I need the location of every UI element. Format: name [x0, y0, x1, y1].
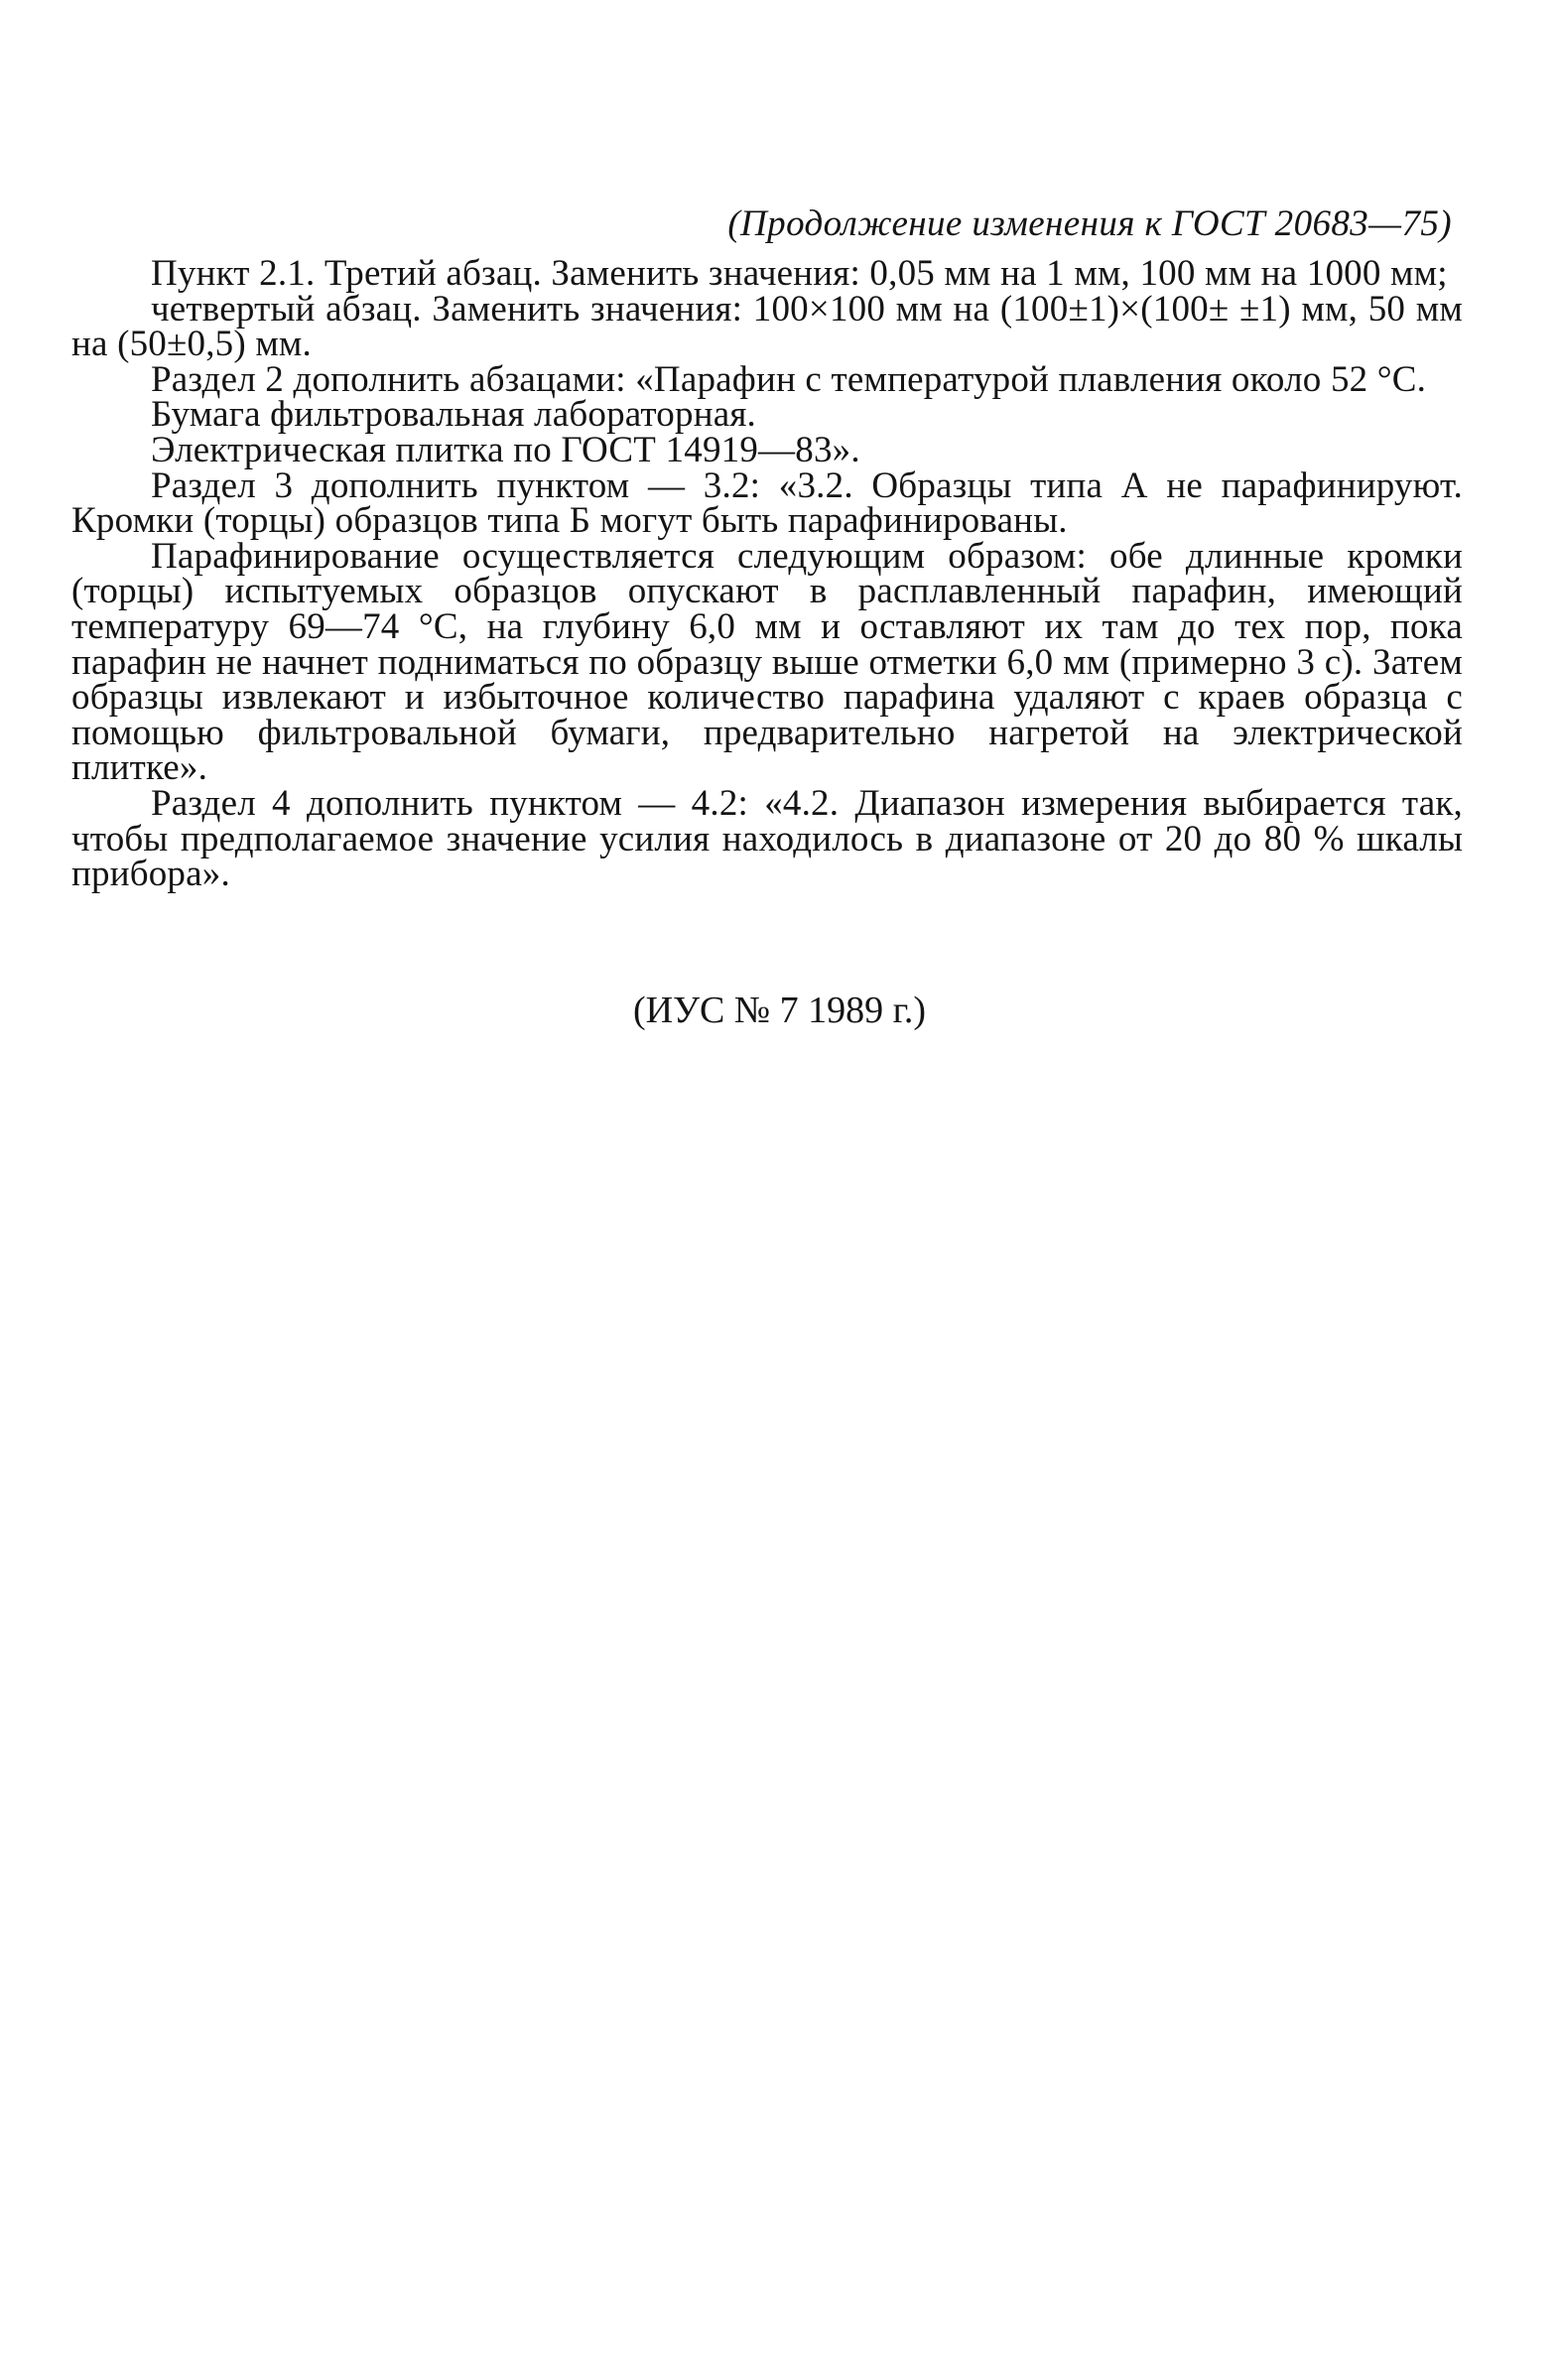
document-body	[71, 253, 1463, 895]
paragraph-electric-hotplate: Электрическая плитка по ГОСТ 14919—83».	[151, 429, 860, 470]
paragraph-filter-paper: Бумага фильтровальная лабораторная.	[151, 394, 757, 436]
paragraph-clause-2-1: Пункт 2.1. Третий абзац. Заменить значения: 0,05 мм на 1 мм, 100 мм на 1000 мм;	[151, 253, 1448, 294]
paragraph-section-4: Раздел 4 дополнить пунктом — 4.2: «4.2. Диапазон измерения выбирается так, чтобы предполагаемое значение усилия находилось в диапазоне от 20 до 80 % шкалы прибора».	[71, 782, 1463, 895]
paragraph-section-2-paraffin: Раздел 2 дополнить абзацами: «Парафин с температурой плавления около 52 °С.	[151, 358, 1427, 400]
ius-reference-footer: (ИУС № 7 1989 г.)	[632, 990, 927, 1031]
paragraph-paraffining-procedure: Парафинирование осуществляется следующим образом: обе длинные кромки (торцы) испытуемых образцов опускают в расплавленный парафин, имеющий температуру 69—74 °С, на глубину 6,0 мм и оставляют их там до тех пор, пока парафин не начнет подниматься по образцу выше отметки 6,0 мм (примерно 3 с). Затем образцы извлекают и избыточное количество парафина удаляют с краев образца с помощью фильтровальной бумаги, предварительно нагретой на электрической плитке».	[71, 535, 1463, 789]
paragraph-section-3: Раздел 3 дополнить пунктом — 3.2: «3.2. Образцы типа А не парафинируют. Кромки (торцы) образцов типа Б могут быть парафинированы.	[71, 464, 1463, 542]
continuation-header: (Продолжение изменения к ГОСТ 20683—75)	[727, 203, 1452, 244]
paragraph-fourth-abzats: четвертый абзац. Заменить значения: 100×100 мм на (100±1)×(100± ±1) мм, 50 мм на (50±0,5) мм.	[71, 288, 1463, 365]
